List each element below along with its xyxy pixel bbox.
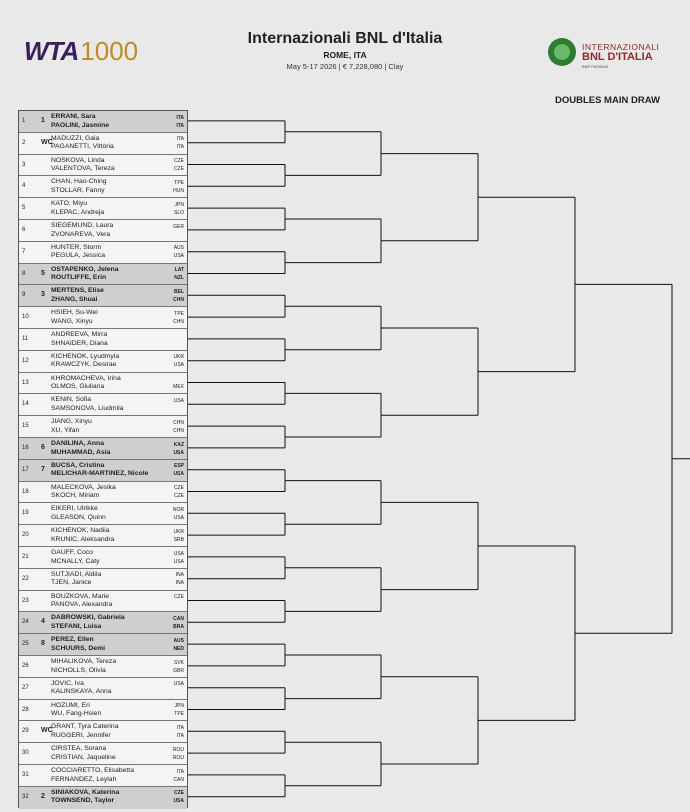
player-name: XU, Yifan	[51, 426, 80, 434]
entry-number: 7	[22, 248, 26, 255]
player-nationality: CHN	[173, 296, 184, 303]
player-name: JIANG, Xinyu	[51, 418, 92, 426]
entry-number: 1	[22, 118, 26, 124]
player-nationality: MEX	[173, 384, 184, 391]
entry-seed: 7	[41, 465, 45, 473]
player-name: MALECKOVA, Jesika	[51, 483, 116, 491]
entry-number: 29	[22, 728, 29, 735]
player-nationality: CHN	[173, 427, 184, 434]
entry-seed: 6	[41, 444, 45, 451]
entry-number: 20	[22, 532, 29, 539]
player-nationality: ROU	[172, 754, 184, 761]
player-name: MADUZZI, Gaia	[51, 134, 100, 142]
entry-number: 8	[22, 270, 26, 277]
entry-number: 11	[22, 336, 29, 342]
player-name: VALENTOVA, Tereza	[51, 165, 115, 173]
player-name: HSIEH, Su-Wei	[51, 309, 98, 317]
entry-seed: 3	[41, 291, 45, 299]
player-nationality: USA	[173, 449, 184, 456]
entry-number: 26	[22, 663, 29, 669]
player-name: KRUNIC, Aleksandra	[51, 535, 115, 543]
entry-number: 19	[22, 510, 29, 517]
entry-number: 22	[22, 575, 29, 582]
entry-number: 5	[22, 205, 26, 212]
player-name: HOZUMI, Eri	[51, 701, 90, 709]
player-nationality: TPE	[174, 179, 184, 186]
player-name: KHROMACHEVA, Irina	[51, 374, 121, 382]
entry-seed: 2	[41, 792, 45, 800]
player-name: MCNALLY, Caty	[51, 557, 100, 565]
player-nationality: AUS	[173, 245, 184, 252]
entry-number: 4	[22, 183, 26, 190]
entry-number: 14	[22, 401, 29, 408]
player-name: PAGANETTI, Vittoria	[51, 143, 114, 151]
player-name: PEREZ, Ellen	[51, 636, 94, 644]
entry-number: 6	[22, 227, 26, 233]
player-nationality: NED	[173, 645, 184, 652]
player-nationality: CZE	[174, 790, 184, 797]
entry-seed: WC	[41, 138, 53, 146]
player-nationality: ITA	[176, 144, 184, 151]
player-name: CIRSTEA, Sorana	[51, 745, 107, 753]
player-name: WANG, Xinyu	[51, 317, 93, 325]
entry-number: 12	[22, 357, 29, 364]
entry-number: 13	[22, 379, 29, 386]
player-name: SAMSONOVA, Liudmila	[51, 404, 124, 412]
player-name: PANOVA, Alexandra	[51, 601, 113, 609]
entry-seed: 5	[41, 269, 45, 277]
entry-number: 23	[22, 597, 29, 604]
player-nationality: NZL	[174, 275, 184, 282]
player-name: TOWNSEND, Taylor	[51, 797, 115, 805]
player-nationality: CZE	[174, 594, 184, 601]
player-nationality: USA	[173, 514, 184, 521]
player-name: MIHALIKOVA, Tereza	[51, 658, 117, 665]
player-name: KICHENOK, Lyudmyla	[51, 352, 120, 360]
player-name: HUNTER, Storm	[51, 243, 102, 251]
player-name: KRAWCZYK, Desirae	[51, 361, 117, 369]
entry-number: 17	[22, 466, 29, 473]
tournament-title: Internazionali BNL d'Italia	[247, 30, 443, 47]
entry-number: 28	[22, 706, 29, 713]
player-nationality: SLO	[173, 209, 184, 216]
player-nationality: SVK	[173, 659, 184, 666]
player-name: KENIN, Sofia	[51, 396, 92, 404]
player-name: NICHOLLS, Olivia	[51, 666, 106, 674]
player-nationality: LAT	[174, 267, 184, 274]
player-nationality: ROU	[172, 746, 184, 753]
player-nationality: ITA	[176, 114, 184, 121]
player-nationality: ITA	[176, 136, 184, 143]
player-name: STOLLAR, Fanny	[51, 186, 105, 194]
player-name: GLEASON, Quinn	[51, 513, 106, 521]
player-name: COCCIARETTO, Elisabetta	[51, 767, 134, 774]
player-name: DABROWSKI, Gabriela	[51, 614, 125, 622]
player-nationality: GER	[173, 223, 184, 230]
player-name: JOVIC, Iva	[51, 679, 84, 687]
player-name: MELICHAR-MARTINEZ, Nicole	[51, 470, 149, 478]
player-nationality: USA	[173, 558, 184, 565]
player-name: KICHENOK, Nadiia	[51, 527, 110, 535]
player-nationality: GBR	[173, 667, 184, 674]
player-name: MERTENS, Elise	[51, 287, 104, 295]
player-name: STEFANI, Luisa	[51, 622, 102, 630]
player-nationality: NOR	[172, 506, 184, 513]
player-nationality: SRB	[173, 536, 184, 543]
logo-line-3: BNP PARIBAS	[582, 64, 609, 69]
entry-number: 32	[22, 793, 29, 800]
entry-number: 10	[22, 314, 29, 321]
player-name: SCHUURS, Demi	[51, 644, 106, 652]
entry-number: 2	[22, 139, 26, 146]
player-nationality: CZE	[174, 158, 184, 165]
player-nationality: USA	[173, 550, 184, 557]
player-name: TJEN, Janice	[51, 579, 92, 587]
player-nationality: CAN	[173, 615, 184, 622]
player-nationality: JPN	[174, 703, 184, 710]
player-name: KATO, Miyu	[51, 200, 88, 208]
player-nationality: TPE	[174, 711, 184, 718]
player-name: ZVONAREVA, Vera	[51, 230, 111, 238]
player-name: PAOLINI, Jasmine	[51, 121, 110, 129]
entry-number: 31	[22, 772, 29, 778]
logo-line-1: INTERNAZIONALI	[582, 42, 660, 52]
player-nationality: USA	[173, 362, 184, 369]
wta-logo-brand: WTA	[24, 36, 79, 66]
player-name: RUGGERI, Jennifer	[51, 731, 111, 739]
player-nationality: USA	[173, 798, 184, 805]
player-name: SHNAIDER, Diana	[51, 339, 108, 347]
player-name: SINIAKOVA, Katerina	[51, 788, 120, 796]
player-name: BUCSA, Cristina	[51, 461, 105, 469]
player-name: DANILINA, Anna	[51, 440, 104, 447]
player-nationality: HUN	[173, 187, 184, 194]
player-name: MUHAMMAD, Asia	[51, 448, 111, 456]
player-nationality: USA	[173, 397, 184, 404]
player-nationality: INA	[175, 572, 184, 579]
entry-number: 25	[22, 641, 29, 648]
player-name: GAUFF, Coco	[51, 549, 93, 556]
player-name: WU, Fang-Hsien	[51, 710, 102, 718]
player-name: PEGULA, Jessica	[51, 252, 106, 260]
player-name: ANDREEVA, Mirra	[51, 331, 108, 338]
entry-number: 18	[22, 488, 29, 495]
player-nationality: INA	[175, 580, 184, 587]
player-nationality: JPN	[174, 201, 184, 208]
player-name: KLEPAC, Andreja	[51, 208, 105, 216]
logo-line-2: BNL D'ITALIA	[582, 51, 653, 63]
player-nationality: USA	[173, 253, 184, 260]
player-nationality: CZE	[174, 485, 184, 492]
player-nationality: CZE	[174, 166, 184, 173]
player-nationality: CAN	[173, 776, 184, 783]
player-name: OSTAPENKO, Jelena	[51, 265, 119, 273]
entry-number: 21	[22, 554, 29, 560]
entry-number: 30	[22, 750, 29, 757]
entry-number: 24	[22, 619, 29, 626]
entry-seed: 1	[41, 117, 45, 124]
player-nationality: BEL	[174, 288, 184, 295]
entry-number: 9	[22, 292, 26, 299]
player-nationality: USA	[173, 471, 184, 478]
player-name: EIKERI, Ulrikke	[51, 505, 98, 513]
player-nationality: ESP	[173, 463, 184, 470]
player-name: KALINSKAYA, Anna	[51, 688, 112, 696]
entry-seed: WC	[41, 727, 53, 735]
entry-number: 16	[22, 445, 29, 451]
player-nationality: CZE	[174, 493, 184, 500]
player-nationality: CHN	[173, 419, 184, 426]
player-nationality: KAZ	[173, 441, 184, 448]
player-nationality: UKR	[173, 528, 184, 535]
entry-number: 3	[22, 161, 26, 168]
player-name: SKOCH, Miriam	[51, 492, 100, 500]
entry-seed: 8	[41, 640, 45, 648]
player-nationality: ITA	[176, 122, 184, 129]
player-name: SUTJIADI, Aldila	[51, 570, 102, 578]
player-name: BOUZKOVA, Marie	[51, 592, 110, 600]
player-nationality: BRA	[173, 623, 184, 630]
player-name: ROUTLIFFE, Erin	[51, 274, 107, 282]
entry-seed: 4	[41, 618, 45, 626]
wta-logo-tier: 1000	[80, 36, 139, 66]
player-name: ERRANI, Sara	[51, 113, 96, 120]
player-nationality: AUS	[173, 637, 184, 644]
player-nationality: ITA	[176, 732, 184, 739]
entry-number: 27	[22, 684, 29, 691]
player-name: ZHANG, Shuai	[51, 295, 98, 303]
player-nationality: UKR	[173, 354, 184, 361]
player-name: GRANT, Tyra Caterina	[51, 723, 119, 731]
player-nationality: TPE	[174, 310, 184, 317]
tournament-location: ROME, ITA	[323, 50, 367, 60]
player-name: NOSKOVA, Linda	[51, 156, 105, 164]
player-name: CHAN, Hao-Ching	[51, 178, 107, 186]
draw-title: DOUBLES MAIN DRAW	[554, 95, 660, 106]
player-name: OLMOS, Giuliana	[51, 383, 105, 391]
entry-number: 15	[22, 423, 29, 430]
player-nationality: CHN	[173, 318, 184, 325]
player-nationality: ITA	[176, 724, 184, 731]
tournament-details: May 5-17 2026 | € 7,228,080 | Clay	[286, 62, 404, 71]
player-nationality: ITA	[176, 768, 184, 775]
player-name: FERNANDEZ, Leylah	[51, 775, 117, 783]
player-name: SIEGEMUND, Laura	[51, 222, 114, 229]
player-nationality: USA	[173, 681, 184, 688]
player-name: CRISTIAN, Jaqueline	[51, 753, 116, 761]
